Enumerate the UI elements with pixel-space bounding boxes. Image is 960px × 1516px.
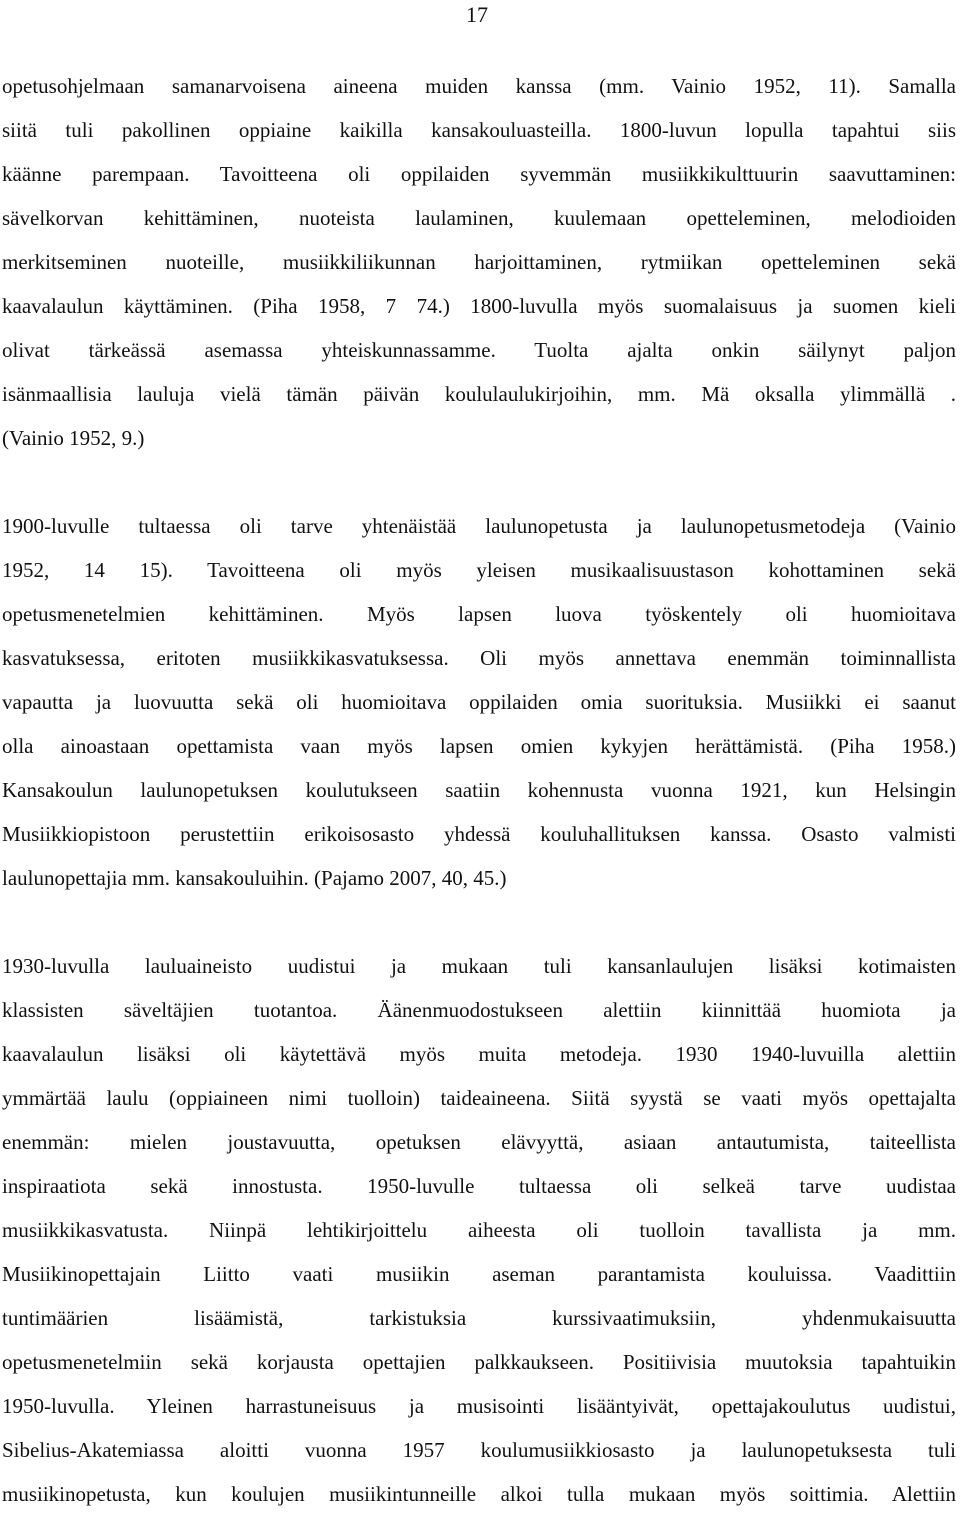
text-line: olivat tärkeässä asemassa yhteiskunnassamme. Tuolta ajalta onkin säilynyt paljon — [2, 338, 956, 362]
text-line: Musiikinopettajain Liitto vaati musiikin aseman parantamista kouluissa. Vaadittiin — [2, 1262, 956, 1286]
text-line: klassisten säveltäjien tuotantoa. Äänenmuodostukseen alettiin kiinnittää huomiota ja — [2, 998, 956, 1022]
text-line: musiikkikasvatusta. Niinpä lehtikirjoittelu aiheesta oli tuolloin tavallista ja mm. — [2, 1218, 956, 1242]
text-line: Kansakoulun laulunopetuksen koulutukseen saatiin kohennusta vuonna 1921, kun Helsingin — [2, 778, 956, 802]
paragraph-3 — [2, 944, 956, 1516]
text-line: 1952, 14 15). Tavoitteena oli myös yleisen musikaalisuustason kohottaminen sekä — [2, 558, 956, 582]
text-line: käänne parempaan. Tavoitteena oli oppilaiden syvemmän musiikkikulttuurin saavuttaminen: — [2, 162, 956, 186]
text-line: kaavalaulun lisäksi oli käytettävä myös muita metodeja. 1930 1940-luvuilla alettiin — [2, 1042, 956, 1066]
paragraph-2 — [2, 504, 956, 900]
text-line: 1950-luvulla. Yleinen harrastuneisuus ja musisointi lisääntyivät, opettajakoulutus uudistui, — [2, 1394, 956, 1418]
text-line: opetusmenetelmien kehittäminen. Myös lapsen luova työskentely oli huomioitava — [2, 602, 956, 626]
text-line: 1930-luvulla lauluaineisto uudistui ja mukaan tuli kansanlaulujen lisäksi kotimaisten — [2, 954, 956, 978]
text-line: inspiraatiota sekä innostusta. 1950-luvulle tultaessa oli selkeä tarve uudistaa — [2, 1174, 956, 1198]
text-line: musiikinopetusta, kun koulujen musiikintunneille alkoi tulla mukaan myös soittimia. Alettiin — [2, 1482, 956, 1506]
text-line: kasvatuksessa, eritoten musiikkikasvatuksessa. Oli myös annettava enemmän toiminnallista — [2, 646, 956, 670]
text-line: opetusohjelmaan samanarvoisena aineena muiden kanssa (mm. Vainio 1952, 11). Samalla — [2, 74, 956, 98]
text-line: olla ainoastaan opettamista vaan myös lapsen omien kykyjen herättämistä. (Piha 1958.) — [2, 734, 956, 758]
text-line: isänmaallisia lauluja vielä tämän päivän koululaulukirjoihin, mm. Mä oksalla ylimmällä . — [2, 382, 956, 406]
text-line: (Vainio 1952, 9.) — [2, 426, 145, 450]
text-line: kaavalaulun käyttäminen. (Piha 1958, 7 74.) 1800-luvulla myös suomalaisuus ja suomen kieli — [2, 294, 956, 318]
text-line: 1900-luvulle tultaessa oli tarve yhtenäistää laulunopetusta ja laulunopetusmetodeja (Vainio — [2, 514, 956, 538]
text-line: Sibelius-Akatemiassa aloitti vuonna 1957 koulumusiikkiosasto ja laulunopetuksesta tuli — [2, 1438, 956, 1462]
paragraph-spacer — [2, 460, 956, 504]
text-line: enemmän: mielen joustavuutta, opetuksen elävyyttä, asiaan antautumista, taiteellista — [2, 1130, 956, 1154]
body-text — [2, 64, 956, 1516]
text-line: ymmärtää laulu (oppiaineen nimi tuolloin) taideaineena. Siitä syystä se vaati myös opettajalta — [2, 1086, 956, 1110]
text-line: tuntimäärien lisäämistä, tarkistuksia kurssivaatimuksiin, yhdenmukaisuutta — [2, 1306, 956, 1330]
paragraph-1 — [2, 64, 956, 460]
text-line: sävelkorvan kehittäminen, nuoteista laulaminen, kuulemaan opetteleminen, melodioiden — [2, 206, 956, 230]
text-line: vapautta ja luovuutta sekä oli huomioitava oppilaiden omia suorituksia. Musiikki ei saanut — [2, 690, 956, 714]
text-line: opetusmenetelmiin sekä korjausta opettajien palkkaukseen. Positiivisia muutoksia tapahtuikin — [2, 1350, 956, 1374]
page-number: 17 — [466, 2, 488, 27]
paragraph-spacer — [2, 900, 956, 944]
text-line: laulunopettajia mm. kansakouluihin. (Pajamo 2007, 40, 45.) — [2, 866, 507, 890]
text-line: Musiikkiopistoon perustettiin erikoisosasto yhdessä kouluhallituksen kanssa. Osasto valmisti — [2, 822, 956, 846]
text-line: merkitseminen nuoteille, musiikkiliikunnan harjoittaminen, rytmiikan opetteleminen sekä — [2, 250, 956, 274]
text-line: siitä tuli pakollinen oppiaine kaikilla kansakouluasteilla. 1800-luvun lopulla tapahtui siis — [2, 118, 956, 142]
